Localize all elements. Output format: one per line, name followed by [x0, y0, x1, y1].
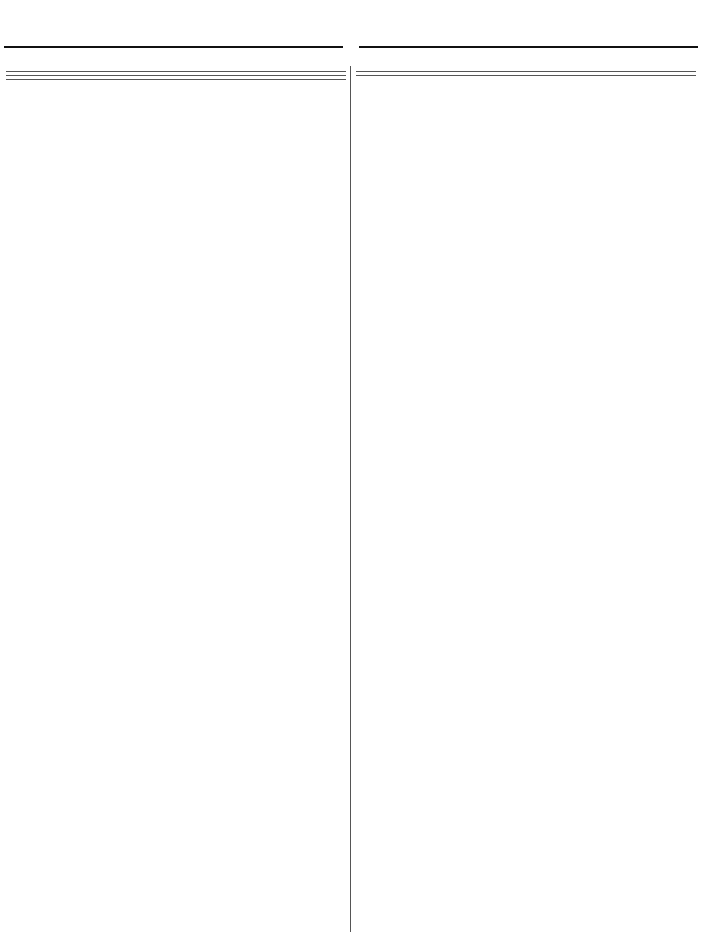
- section-heading: [0, 0, 702, 72]
- section-divider: [356, 75, 696, 76]
- section-title-text: [343, 31, 359, 61]
- section-divider: [6, 71, 346, 72]
- column-divider: [350, 66, 351, 932]
- section-divider: [6, 75, 346, 76]
- section-divider: [6, 79, 346, 80]
- left-column: [6, 68, 346, 930]
- section-divider: [356, 71, 696, 72]
- right-column: [356, 68, 696, 930]
- section-title: [0, 30, 702, 62]
